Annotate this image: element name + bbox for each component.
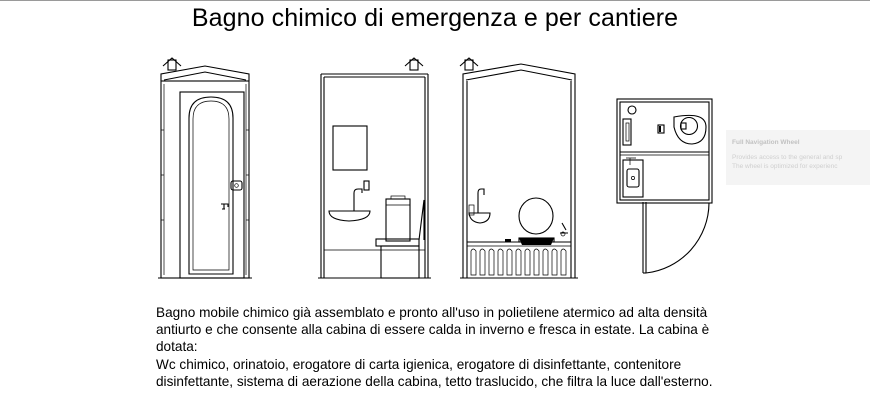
navigation-wheel-tooltip bbox=[726, 130, 870, 185]
side-section-view bbox=[318, 58, 431, 278]
tooltip-title: Full Navigation Wheel bbox=[732, 139, 800, 146]
description-text bbox=[156, 304, 736, 390]
plan-view bbox=[617, 99, 712, 273]
description-paragraph-1: Bagno mobile chimico già assemblato e pronto all'uso in polietilene atermico ad alta densità antiurto e che consente alla cabina di essere calda in inverno e fresca in estate. La cabina è dotata: bbox=[156, 305, 710, 355]
page-title: Bagno chimico di emergenza e per cantiere bbox=[191, 4, 679, 32]
tooltip-line-1: Provides access to the general and sp bbox=[732, 154, 843, 161]
tooltip-line-2: The wheel is optimized for experienc bbox=[732, 162, 838, 170]
tooltip-body bbox=[732, 154, 842, 171]
description-paragraph-2: Wc chimico, orinatoio, erogatore di carta igienica, erogatore di disinfettante, contenitore disinfettante, sistema di aerazione della cabina, tetto traslucido, che filtra la luce dall'esterno. bbox=[156, 356, 713, 389]
front-elevation-view bbox=[158, 58, 252, 278]
rear-section-view bbox=[460, 58, 578, 278]
